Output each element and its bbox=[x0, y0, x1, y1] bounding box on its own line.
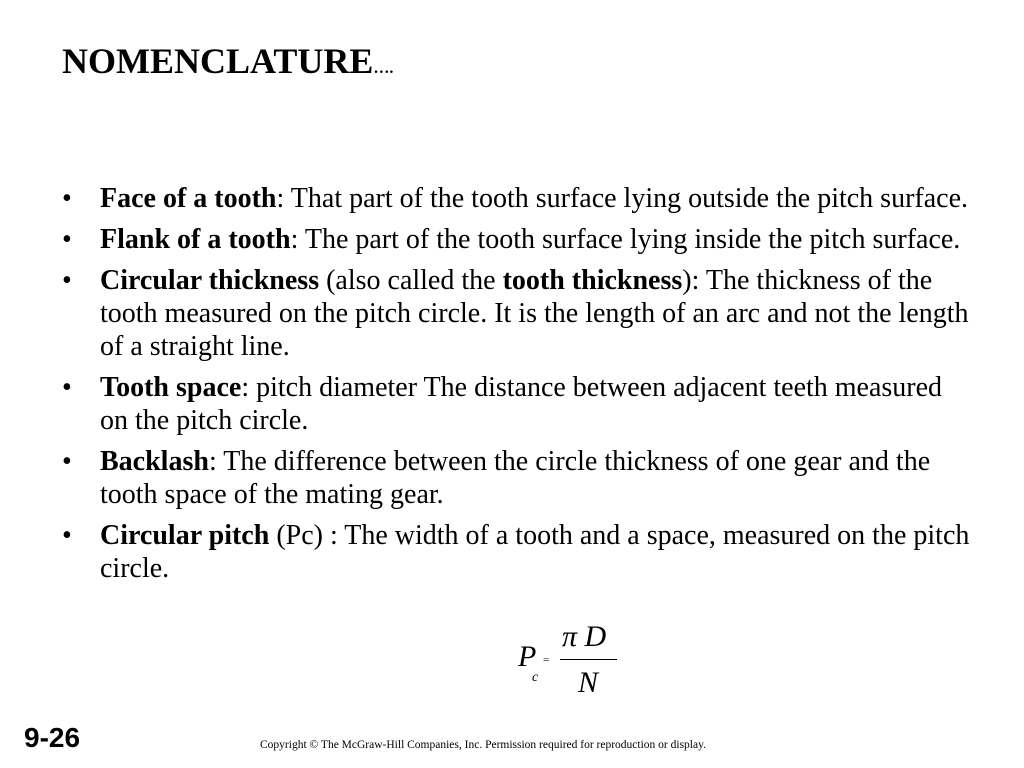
bullet-dot: • bbox=[62, 520, 72, 551]
bullet-term: Flank of a tooth bbox=[100, 224, 291, 255]
bullet-text: : The part of the tooth surface lying inside the pitch surface. bbox=[290, 224, 961, 255]
slide-number: 9-26 bbox=[24, 722, 81, 753]
bullet-text: : The difference between the circle thickness of one gear and the tooth space of the mating gear. bbox=[100, 446, 931, 510]
bullet-term: Backlash bbox=[100, 446, 209, 477]
bullet-item-tooth-space bbox=[62, 371, 972, 437]
slide-title bbox=[62, 40, 393, 82]
bullet-list bbox=[62, 182, 972, 593]
bullet-dot: • bbox=[62, 372, 72, 403]
formula-numerator: π D bbox=[562, 620, 607, 653]
bullet-item-face-of-tooth bbox=[62, 182, 972, 215]
formula-equals: = bbox=[543, 654, 550, 666]
slide-title-ellipsis: …. bbox=[373, 60, 394, 77]
bullet-dot: • bbox=[62, 265, 72, 296]
bullet-text: : pitch diameter The distance between adjacent teeth measured on the pitch circle. bbox=[100, 372, 943, 436]
bullet-item-flank-of-tooth bbox=[62, 223, 972, 256]
bullet-term: Face of a tooth bbox=[100, 183, 277, 214]
bullet-item-backlash bbox=[62, 445, 972, 511]
bullet-term: Tooth space bbox=[100, 372, 242, 403]
slide-title-text: NOMENCLATURE bbox=[62, 41, 374, 81]
bullet-text: : That part of the tooth surface lying outside the pitch surface. bbox=[276, 183, 969, 214]
formula-denominator: N bbox=[578, 666, 599, 699]
bullet-term: Circular pitch bbox=[100, 520, 270, 551]
formula-fraction-bar bbox=[560, 659, 617, 660]
bullet-dot: • bbox=[62, 224, 72, 255]
bullet-term: Circular thickness bbox=[100, 265, 320, 296]
bullet-term-secondary: tooth thickness bbox=[502, 265, 683, 296]
formula-lhs-subscript: c bbox=[532, 670, 539, 685]
bullet-item-circular-pitch bbox=[62, 519, 972, 585]
formula-lhs: P bbox=[518, 640, 537, 673]
bullet-dot: • bbox=[62, 446, 72, 477]
copyright-notice: Copyright © The McGraw-Hill Companies, Inc. Permission required for reproduction or display. bbox=[260, 739, 706, 751]
bullet-item-circular-thickness bbox=[62, 264, 972, 363]
circular-pitch-formula bbox=[516, 620, 626, 704]
bullet-dot: • bbox=[62, 183, 72, 214]
bullet-text: (also called the bbox=[319, 265, 503, 296]
bullet-text: ): The thickness of the tooth measured on the pitch circle. It is the length of an arc and not the length of a straight line. bbox=[100, 265, 969, 362]
bullet-text: (Pc) : The width of a tooth and a space, measured on the pitch circle. bbox=[100, 520, 970, 584]
